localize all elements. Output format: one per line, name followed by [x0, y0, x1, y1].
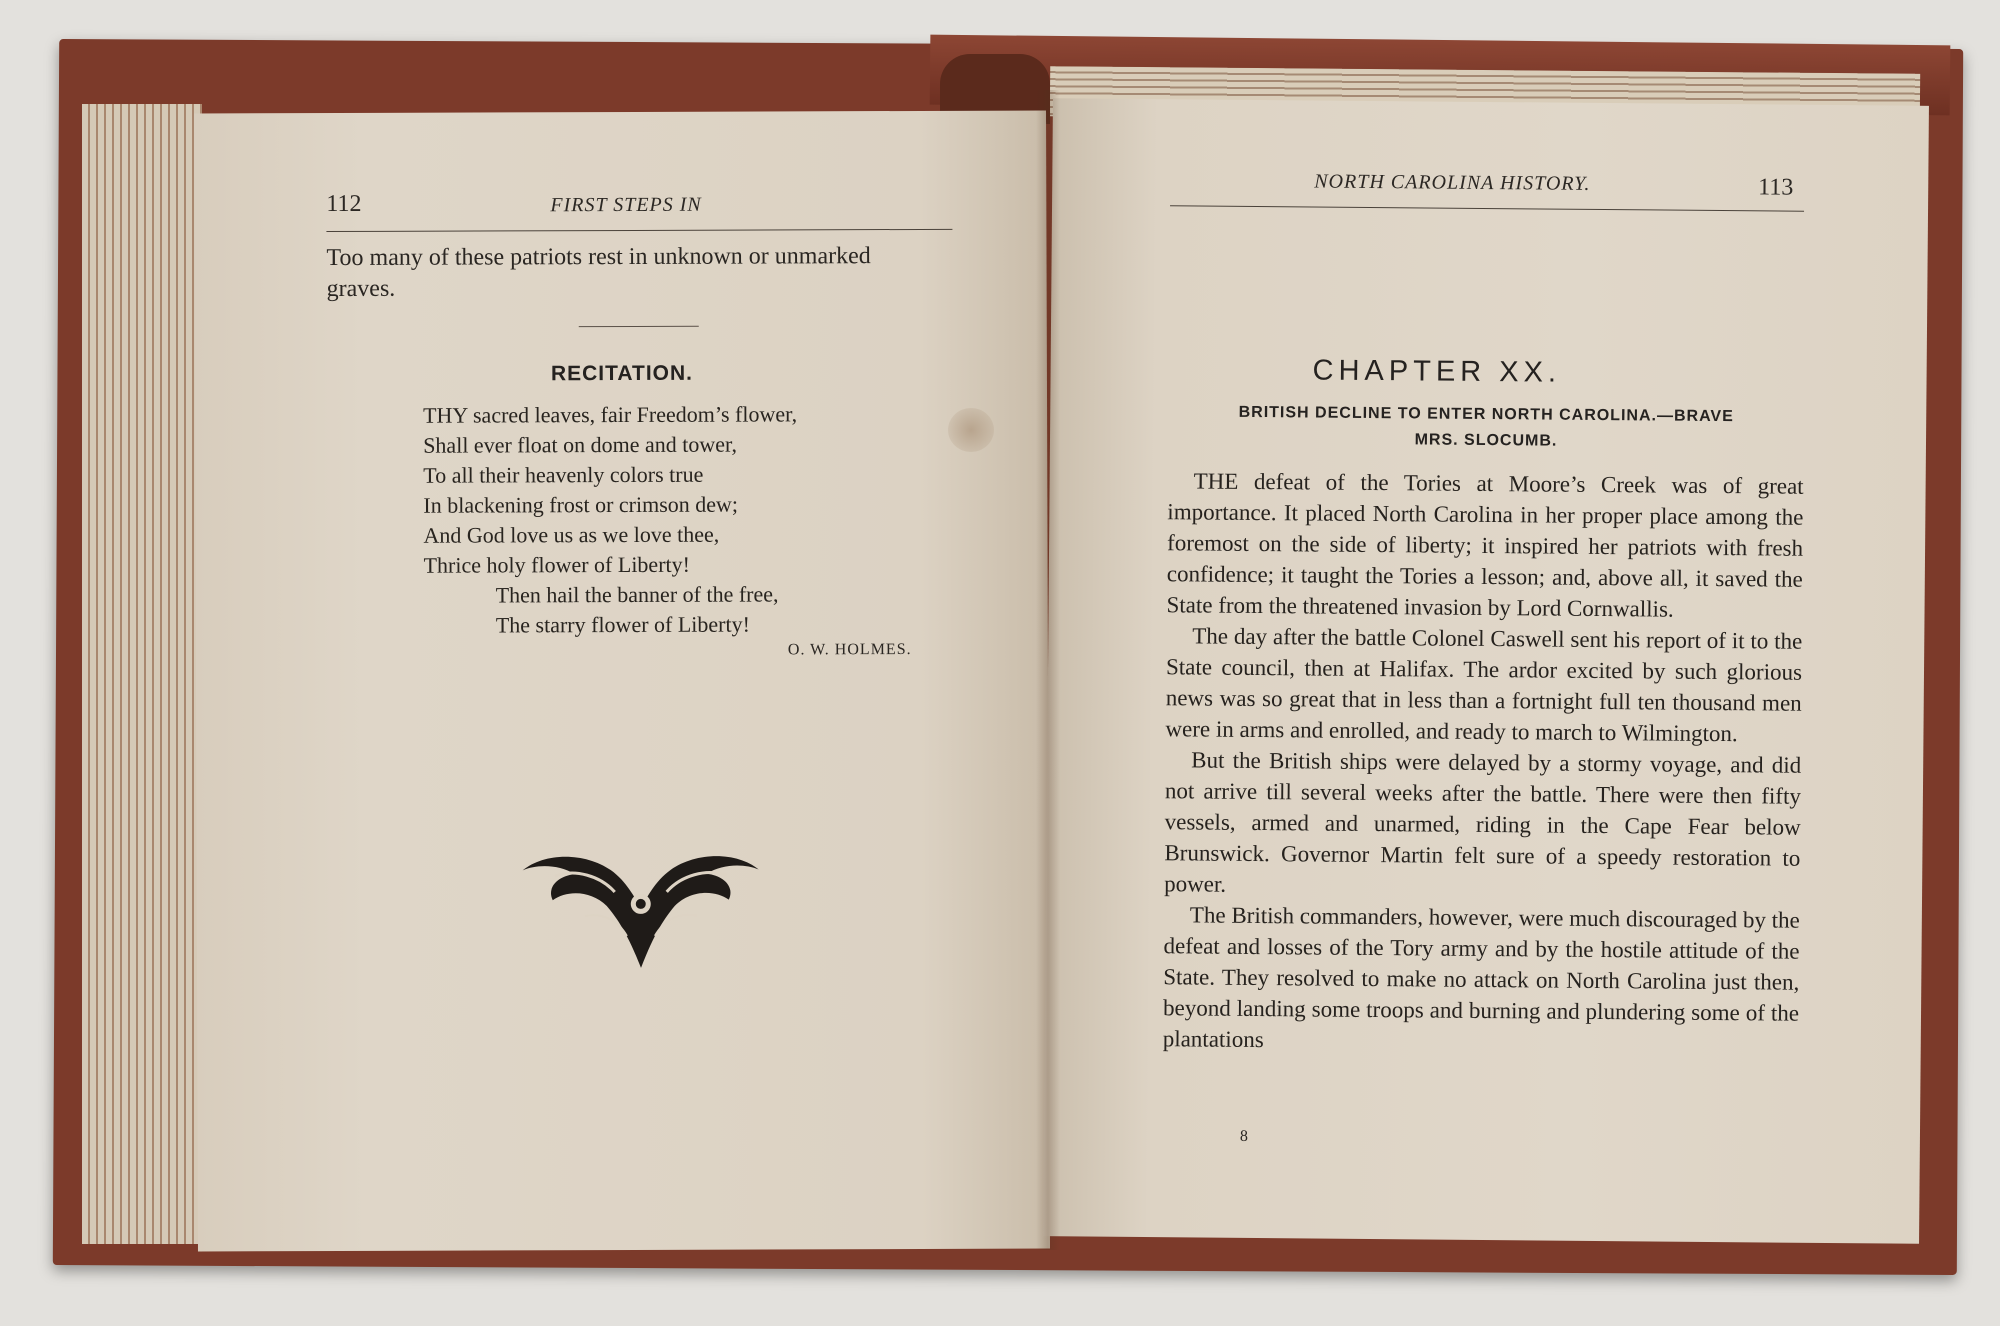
poem-attribution: O. W. HOLMES. — [787, 640, 912, 659]
chapter-body — [1163, 465, 1804, 1060]
page-number: 113 — [1758, 174, 1794, 201]
poem-line: To all their heavenly colors true — [423, 461, 704, 488]
section-title: RECITATION. — [550, 361, 694, 386]
text-line: Too many of these patriots rest in unknown or unmarked — [326, 243, 871, 272]
opening-text — [326, 241, 954, 305]
vignette-ornament — [515, 845, 767, 972]
header-rule — [326, 229, 952, 232]
paragraph: The day after the battle Colonel Caswell sent his report of it to the State council, then at Halifax. The ardor excited by such glorious news was so great that in less than a fortnight full ten thousand men were in arms and enrolled, and ready to march to Wilmington. — [1165, 623, 1803, 747]
poem-line: Then hail the banner of the free, — [495, 581, 779, 608]
header-rule — [1170, 205, 1804, 212]
chapter-title: CHAPTER XX. — [1312, 354, 1562, 389]
poem-line: And God love us as we love thee, — [423, 521, 720, 548]
paragraph: THE defeat of the Tories at Moore’s Creek was of great importance. It placed North Carolina in her proper place among the foremost on the side of liberty; it inspired her patriots with fresh confidence; it taught the Tories a lesson; and, above all, it saved the State from the threatened invasion by Lord Cornwallis. — [1166, 468, 1804, 622]
page-stain — [948, 408, 994, 452]
text-line: graves. — [326, 275, 396, 303]
right-page — [1043, 98, 1929, 1244]
left-page — [194, 111, 1050, 1252]
poem-line: Shall ever float on dome and tower, — [423, 431, 737, 458]
subtitle-line: MRS. SLOCUMB. — [1414, 431, 1558, 450]
paragraph: But the British ships were delayed by a stormy voyage, and did not arrive till several weeks after the battle. There were then fifty vessels, armed and unarmed, riding in the Cape Fear below Brunswick. Governor Martin felt sure of a speedy restoration to power. — [1164, 747, 1802, 897]
signature-mark: 8 — [1239, 1127, 1249, 1145]
poem-line: The starry flower of Liberty! — [495, 611, 750, 638]
page-edges-left — [82, 104, 202, 1244]
section-divider — [579, 326, 699, 327]
poem-line: Thrice holy flower of Liberty! — [423, 551, 690, 578]
poem — [423, 399, 798, 640]
running-head: FIRST STEPS IN — [550, 193, 702, 217]
poem-line: In blackening frost or crimson dew; — [423, 491, 739, 518]
running-head: NORTH CAROLINA HISTORY. — [1314, 170, 1591, 195]
chapter-subtitle — [1168, 399, 1804, 457]
subtitle-line: BRITISH DECLINE TO ENTER NORTH CAROLINA.—BRAVE — [1238, 403, 1734, 426]
poem-line: THY sacred leaves, fair Freedom’s flower, — [423, 401, 798, 428]
page-number: 112 — [326, 190, 362, 218]
paragraph: The British commanders, however, were much discouraged by the defeat and losses of the Tory army and by the hostile attitude of the State. They resolved to make no attack on North Carolina just then, beyond landing some troops and burning and plundering some of the plantations — [1162, 902, 1800, 1053]
book-gutter — [1036, 90, 1060, 1250]
